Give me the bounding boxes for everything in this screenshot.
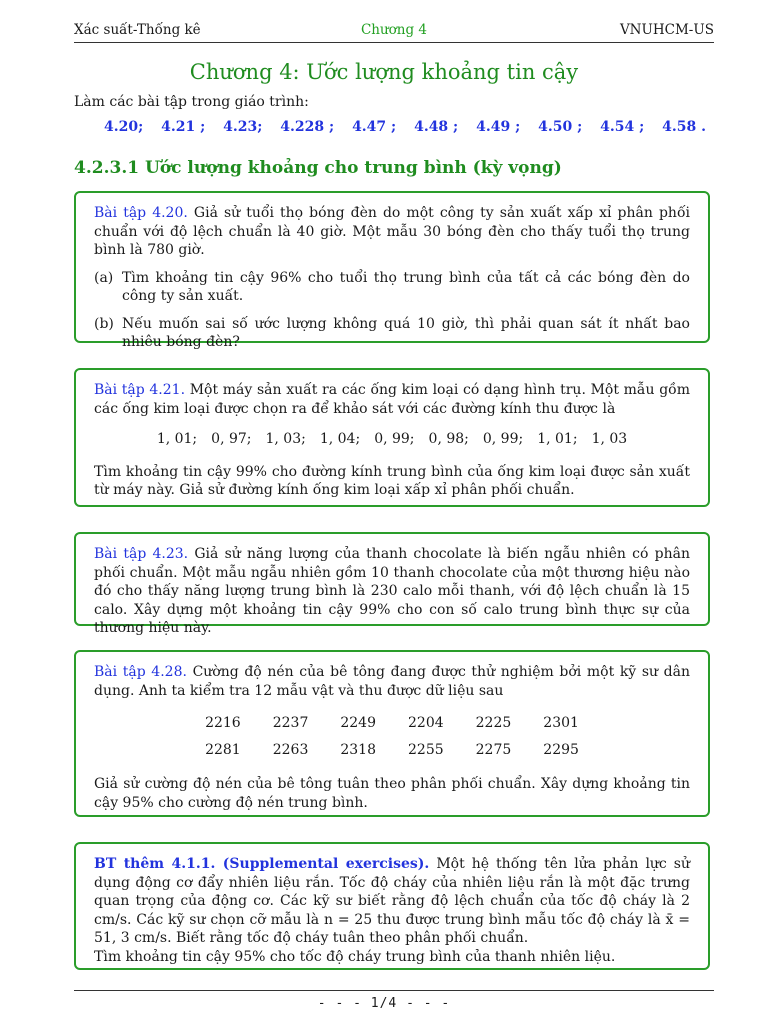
section-title: 4.2.3.1 Ước lượng khoảng cho trung bình (kỳ vọng)	[74, 158, 562, 178]
exercise-box-4-23	[74, 532, 710, 636]
exercise-ref: 4.228 ;	[280, 119, 335, 135]
exercise-question: Giả sử cường độ nén của bê tông tuân theo phân phối chuẩn. Xây dựng khoảng tin cậy 95% cho cường độ nén trung bình.	[94, 776, 690, 811]
table-cell: 2263	[272, 741, 309, 758]
exercise-item	[94, 269, 690, 306]
exercise-box-4-21	[74, 368, 710, 507]
exercise-list	[104, 119, 719, 135]
footer-rule	[74, 990, 714, 991]
table-cell: 2255	[408, 741, 444, 758]
exercise-ref: 4.21 ;	[161, 119, 206, 135]
exercise-statement	[94, 204, 690, 260]
exercise-ref: 4.47 ;	[352, 119, 397, 135]
data-value: 1, 03	[591, 431, 628, 447]
exercise-ref: 4.54 ;	[600, 119, 645, 135]
diameter-data	[94, 430, 690, 449]
table-cell: 2301	[543, 715, 579, 731]
table-row	[189, 710, 595, 737]
exercise-label: Bài tập 4.20.	[94, 205, 188, 221]
table-cell: 2225	[475, 715, 512, 731]
exercise-statement	[94, 663, 690, 700]
exercise-box-4-28	[74, 650, 710, 817]
exercise-statement	[94, 381, 690, 418]
item-text: Tìm khoảng tin cậy 96% cho tuổi thọ trung bình của tất cả các bóng đèn do công ty sản xuất.	[122, 269, 690, 304]
exercise-ref: 4.49 ;	[476, 119, 521, 135]
exercise-label: BT thêm 4.1.1. (Supplemental exercises).	[94, 856, 430, 872]
header-rule	[74, 42, 714, 43]
exercise-item	[94, 315, 690, 352]
data-value: 1, 01;	[156, 431, 198, 447]
exercise-statement	[94, 855, 690, 948]
item-text: Nếu muốn sai số ước lượng không quá 10 giờ, thì phải quan sát ít nhất bao nhiêu bóng đèn?	[122, 315, 690, 350]
exercise-text: Một hệ thống tên lửa phản lực sử dụng động cơ đẩy nhiên liệu rắn. Tốc độ cháy của nhiên liệu rắn là một đặc trưng quan trọng của động cơ. Các kỹ sư biết rằng độ lệch chuẩn của tốc độ cháy là 2 cm/s. Các kỹ sư chọn cỡ mẫu là n = 25 thu được trung bình mẫu tốc độ cháy là x̄ = 51, 3 cm/s. Biết rằng tốc độ cháy tuân theo phân phối chuẩn.	[94, 856, 690, 946]
table-cell: 2275	[475, 741, 512, 758]
data-value: 1, 03;	[265, 431, 306, 447]
page-number: - - - 1/4 - - -	[317, 996, 451, 1011]
data-value: 0, 99;	[374, 431, 415, 447]
data-value: 0, 99;	[482, 431, 524, 447]
header-center: Chương 4	[360, 22, 428, 38]
intro-text: Làm các bài tập trong giáo trình:	[74, 94, 309, 110]
item-key: (a)	[94, 269, 114, 286]
data-value: 1, 01;	[537, 431, 578, 447]
table-cell: 2249	[340, 715, 376, 731]
exercise-ref: 4.50 ;	[538, 119, 583, 135]
exercise-ref: 4.20;	[104, 119, 144, 135]
exercise-label: Bài tập 4.21.	[94, 382, 186, 398]
table-cell: 2318	[340, 741, 376, 758]
data-value: 0, 98;	[428, 431, 469, 447]
exercise-question: Tìm khoảng tin cậy 95% cho tốc độ cháy trung bình của thanh nhiên liệu.	[94, 948, 616, 965]
table-cell: 2295	[543, 741, 579, 758]
page-title: Chương 4: Ước lượng khoảng tin cậy	[189, 60, 579, 84]
item-key: (b)	[94, 315, 114, 332]
exercise-text: Giả sử tuổi thọ bóng đèn do một công ty sản xuất xấp xỉ phân phối chuẩn với độ lệch chuẩn là 40 giờ. Một mẫu 30 bóng đèn cho thấy tuổi thọ trung bình là 780 giờ.	[94, 205, 690, 258]
exercise-ref: 4.48 ;	[414, 119, 459, 135]
data-value: 1, 04;	[319, 431, 361, 447]
table-row	[189, 737, 595, 764]
exercise-text: Một máy sản xuất ra các ống kim loại có dạng hình trụ. Một mẫu gồm các ống kim loại được chọn ra để khảo sát với các đường kính thu được là	[94, 382, 690, 417]
strength-data-table	[189, 710, 595, 763]
table-cell: 2237	[272, 715, 309, 731]
exercise-text: Cường độ nén của bê tông đang được thử nghiệm bởi một kỹ sư dân dụng. Anh ta kiểm tra 12 mẫu vật và thu được dữ liệu sau	[94, 664, 690, 699]
exercise-label: Bài tập 4.23.	[94, 546, 189, 562]
header-left: Xác suất-Thống kê	[74, 22, 201, 38]
exercise-ref: 4.23;	[223, 119, 263, 135]
exercise-label: Bài tập 4.28.	[94, 664, 187, 680]
data-value: 0, 97;	[211, 431, 252, 447]
exercise-box-4-1-1	[74, 842, 710, 970]
exercise-question: Tìm khoảng tin cậy 99% cho đường kính trung bình của ống kim loại được sản xuất từ máy này. Giả sử đường kính ống kim loại xấp xỉ phân phối chuẩn.	[94, 463, 690, 498]
exercise-text: Giả sử năng lượng của thanh chocolate là biến ngẫu nhiên có phân phối chuẩn. Một mẫu ngẫu nhiên gồm 10 thanh chocolate của một thương hiệu nào đó cho thấy năng lượng trung bình là 230 calo mỗi thanh, với độ lệch chuẩn là 15 calo. Xây dựng một khoảng tin cậy 99% cho con số calo trung bình thực sự của thương hiệu này.	[94, 546, 691, 636]
exercise-box-4-20	[74, 191, 710, 350]
table-cell: 2216	[205, 715, 241, 731]
page-header	[74, 22, 714, 42]
table-cell: 2281	[205, 741, 241, 758]
exercise-ref: 4.58 .	[662, 119, 706, 135]
table-cell: 2204	[408, 715, 444, 731]
header-right: VNUHCM-US	[619, 22, 714, 38]
